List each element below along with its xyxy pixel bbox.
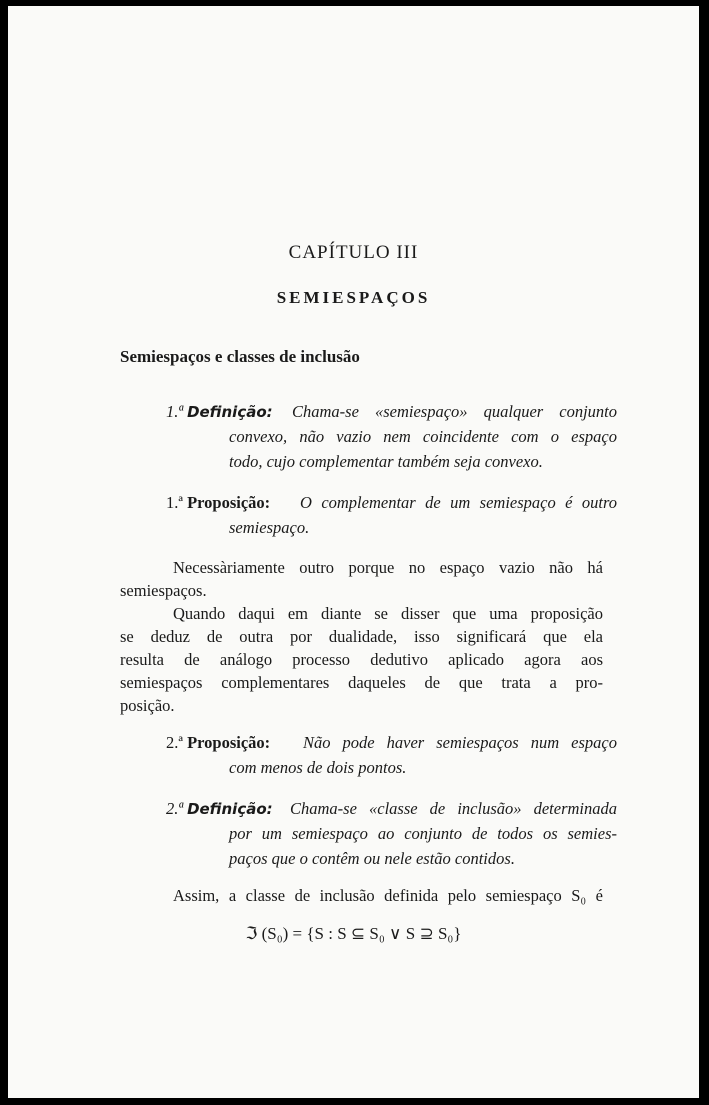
definition-1-line-1: Chama-se «semiespaço» qualquer conjunto	[292, 402, 617, 421]
paragraph-2-line-1: Quando daqui em diante se disser que uma proposição	[173, 604, 603, 623]
book-page	[8, 6, 699, 1098]
definition-2-number: 2.ª	[166, 799, 183, 818]
proposition-2-line-2: com menos de dois pontos.	[229, 758, 407, 777]
section-heading: Semiespaços e classes de inclusão	[120, 347, 360, 366]
definition-1-number: 1.ª	[166, 402, 183, 421]
paragraph-3: Assim, a classe de inclusão definida pelo semiespaço S₀ é	[173, 886, 603, 905]
proposition-1-number: 1.ª	[166, 493, 183, 512]
proposition-1-line-2: semiespaço.	[229, 518, 310, 537]
proposition-1-line-1: O complementar de um semiespaço é outro	[300, 493, 617, 512]
paragraph-1-line-1: Necessàriamente outro porque no espaço vazio não há	[173, 558, 603, 577]
definition-1-label: Definição:	[187, 403, 273, 421]
proposition-2-line-1: Não pode haver semiespaços num espaço	[303, 733, 617, 752]
chapter-heading: CAPÍTULO III	[288, 242, 419, 263]
proposition-1-label: Proposição:	[187, 493, 271, 512]
paragraph-1-line-2: semiespaços.	[120, 581, 207, 600]
definition-2-line-3: paços que o contêm ou nele estão contidos.	[229, 849, 515, 868]
definition-2-line-1: Chama-se «classe de inclusão» determinada	[290, 799, 617, 818]
definition-2-line-2: por um semiespaço ao conjunto de todos os semies-	[229, 824, 617, 843]
chapter-title: SEMIESPAÇOS	[276, 288, 431, 307]
definition-2-label: Definição:	[187, 800, 273, 818]
paragraph-2-line-5: posição.	[120, 696, 175, 715]
definition-1-line-3: todo, cujo complementar também seja convexo.	[229, 452, 543, 471]
proposition-2-label: Proposição:	[187, 733, 271, 752]
inclusion-class-formula: ℑ (S₀) = {S : S ⊆ S₀ ∨ S ⊇ S₀}	[245, 924, 462, 943]
paragraph-2-line-4: semiespaços complementares daqueles de que trata a pro-	[120, 673, 603, 692]
definition-1-line-2: convexo, não vazio nem coincidente com o espaço	[229, 427, 617, 446]
paragraph-2-line-3: resulta de análogo processo dedutivo aplicado agora aos	[120, 650, 603, 669]
paragraph-2-line-2: se deduz de outra por dualidade, isso significará que ela	[120, 627, 603, 646]
proposition-2-number: 2.ª	[166, 733, 183, 752]
